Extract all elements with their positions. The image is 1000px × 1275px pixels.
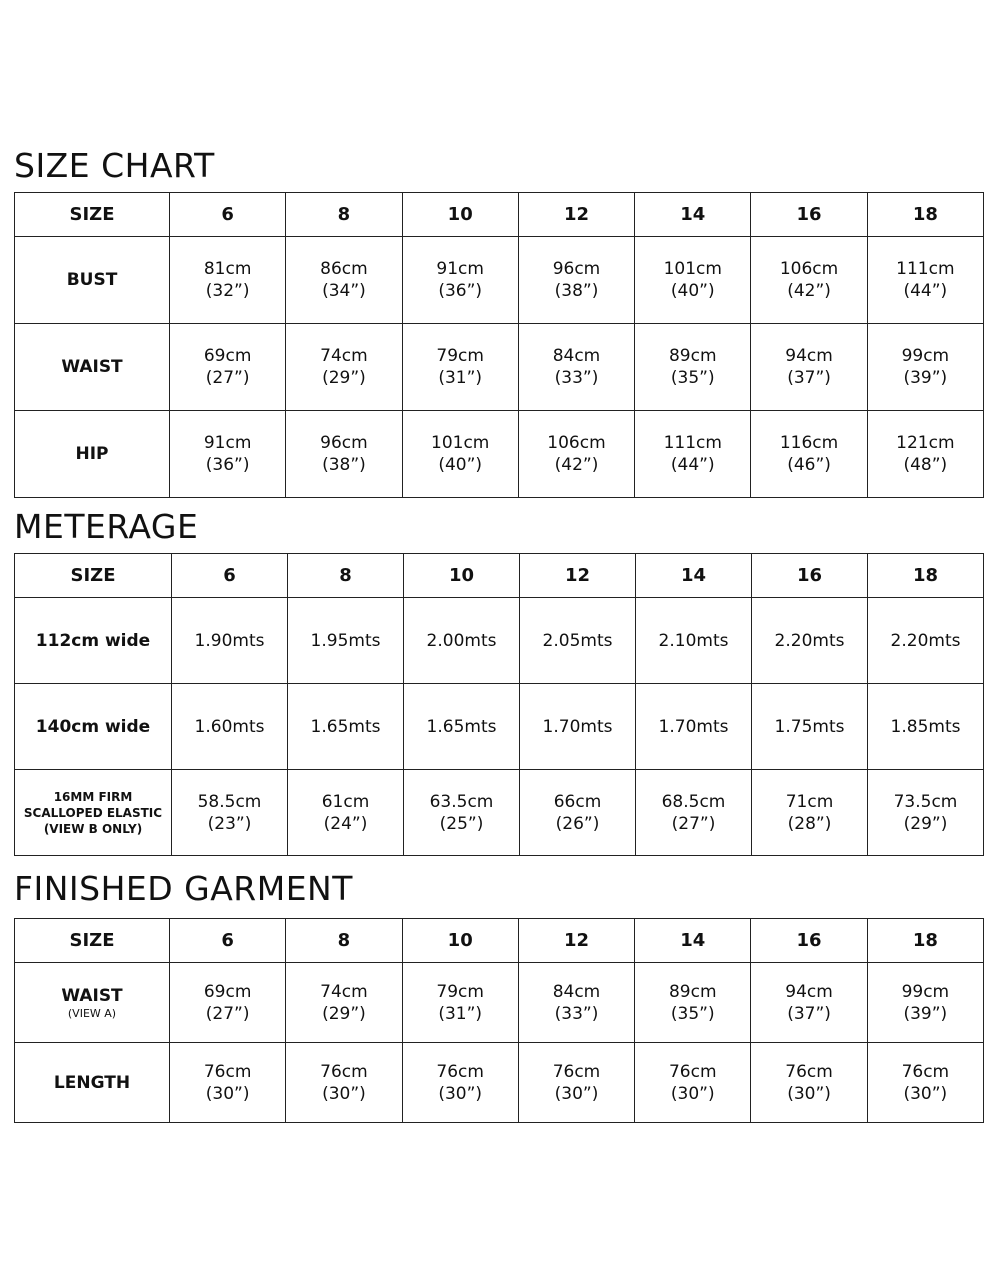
size-header: 12	[520, 554, 636, 598]
measurement-cell	[635, 411, 751, 498]
size-header: 18	[867, 919, 983, 963]
cm-value: 111cm	[663, 433, 722, 453]
cm-value: 79cm	[436, 981, 484, 1002]
meterage-cell: 2.00mts	[404, 598, 520, 684]
measurement-cell	[751, 963, 867, 1043]
size-header: 18	[868, 554, 984, 598]
size-chart-header-row	[15, 193, 984, 237]
finished-garment-header-row	[15, 919, 984, 963]
measurement-cell	[867, 324, 983, 411]
elastic-row-label	[15, 770, 172, 856]
measurement-cell	[751, 411, 867, 498]
row-label: 140cm wide	[15, 684, 172, 770]
cm-value: 74cm	[320, 981, 368, 1002]
elastic-label-line: 16MM FIRM	[53, 789, 133, 804]
inch-value: (44”)	[903, 281, 948, 301]
cm-value: 91cm	[436, 259, 484, 279]
size-chart-title: SIZE CHART	[14, 146, 215, 185]
cm-value: 61cm	[321, 791, 370, 812]
size-header: 6	[172, 554, 288, 598]
size-chart-row-hip	[15, 411, 984, 498]
size-header: 14	[635, 193, 751, 237]
meterage-cell: 1.95mts	[288, 598, 404, 684]
cm-value: 84cm	[552, 981, 601, 1002]
cm-value: 76cm	[901, 1061, 950, 1082]
size-header: 16	[752, 554, 868, 598]
measurement-cell	[518, 1043, 634, 1123]
meterage-cell: 1.90mts	[172, 598, 288, 684]
measurement-cell	[404, 770, 520, 856]
row-label: 112cm wide	[15, 598, 172, 684]
meterage-cell: 1.75mts	[752, 684, 868, 770]
inch-value: (27”)	[671, 813, 716, 834]
measurement-cell	[520, 770, 636, 856]
finished-garment-table	[14, 918, 984, 1123]
inch-value: (35”)	[670, 1003, 715, 1024]
inch-value: (46”)	[787, 455, 831, 475]
size-header: 10	[402, 193, 518, 237]
inch-value: (27”)	[205, 1003, 250, 1024]
measurement-cell	[170, 324, 286, 411]
measurement-cell	[636, 770, 752, 856]
row-label: LENGTH	[15, 1043, 170, 1123]
measurement-cell	[867, 963, 983, 1043]
measurement-cell	[170, 1043, 286, 1123]
inch-value: (39”)	[903, 368, 948, 388]
finished-garment-row-waist	[15, 963, 984, 1043]
inch-value: (35”)	[670, 368, 715, 388]
inch-value: (30”)	[554, 1083, 599, 1104]
inch-value: (38”)	[554, 281, 599, 301]
inch-value: (30”)	[438, 1083, 483, 1104]
cm-value: 76cm	[552, 1061, 601, 1082]
inch-value: (23”)	[207, 813, 252, 834]
measurement-cell	[518, 324, 634, 411]
cm-value: 76cm	[203, 1061, 252, 1082]
meterage-cell: 2.10mts	[636, 598, 752, 684]
meterage-cell: 2.20mts	[752, 598, 868, 684]
cm-value: 69cm	[203, 981, 252, 1002]
inch-value: (40”)	[438, 455, 483, 475]
inch-value: (33”)	[554, 368, 599, 388]
inch-value: (25”)	[439, 813, 484, 834]
measurement-cell	[518, 963, 634, 1043]
row-label	[15, 963, 170, 1043]
measurement-cell	[751, 324, 867, 411]
measurement-cell	[868, 770, 984, 856]
cm-value: 99cm	[901, 981, 950, 1002]
cm-value: 76cm	[320, 1061, 368, 1082]
meterage-cell: 2.20mts	[868, 598, 984, 684]
row-label-text: WAIST	[61, 985, 123, 1006]
measurement-cell	[170, 963, 286, 1043]
inch-value: (44”)	[670, 455, 715, 475]
inch-value: (24”)	[323, 813, 368, 834]
cm-value: 89cm	[668, 981, 717, 1002]
cm-value: 106cm	[779, 259, 839, 279]
cm-value: 94cm	[785, 346, 833, 366]
size-header: 16	[751, 919, 867, 963]
measurement-cell	[402, 237, 518, 324]
measurement-cell	[402, 324, 518, 411]
inch-value: (30”)	[787, 1083, 831, 1104]
row-label: HIP	[15, 411, 170, 498]
measurement-cell	[752, 770, 868, 856]
inch-value: (40”)	[670, 281, 715, 301]
inch-value: (28”)	[787, 813, 832, 834]
size-header: 14	[636, 554, 752, 598]
cm-value: 86cm	[320, 259, 368, 279]
inch-value: (37”)	[787, 1003, 831, 1024]
cm-value: 69cm	[203, 346, 252, 366]
cm-value: 121cm	[896, 433, 955, 453]
inch-value: (26”)	[555, 813, 600, 834]
measurement-cell	[170, 411, 286, 498]
cm-value: 111cm	[896, 259, 955, 279]
finished-garment-corner: SIZE	[15, 919, 170, 963]
inch-value: (30”)	[670, 1083, 715, 1104]
meterage-corner: SIZE	[15, 554, 172, 598]
size-header: 8	[288, 554, 404, 598]
inch-value: (39”)	[903, 1003, 948, 1024]
cm-value: 96cm	[552, 259, 601, 279]
measurement-cell	[402, 963, 518, 1043]
cm-value: 94cm	[785, 981, 833, 1002]
measurement-cell	[286, 237, 402, 324]
size-header: 6	[170, 193, 286, 237]
measurement-cell	[751, 1043, 867, 1123]
cm-value: 101cm	[663, 259, 722, 279]
inch-value: (34”)	[322, 281, 366, 301]
cm-value: 89cm	[668, 346, 717, 366]
size-header: 18	[867, 193, 983, 237]
measurement-cell	[867, 1043, 983, 1123]
row-label: WAIST	[15, 324, 170, 411]
inch-value: (37”)	[787, 368, 831, 388]
cm-value: 71cm	[785, 791, 834, 812]
measurement-cell	[635, 237, 751, 324]
inch-value: (31”)	[438, 1003, 483, 1024]
cm-value: 76cm	[436, 1061, 484, 1082]
inch-value: (48”)	[903, 455, 948, 475]
inch-value: (42”)	[554, 455, 599, 475]
inch-value: (29”)	[322, 1003, 366, 1024]
inch-value: (27”)	[205, 368, 250, 388]
size-header: 10	[404, 554, 520, 598]
cm-value: 84cm	[552, 346, 601, 366]
meterage-cell: 1.70mts	[520, 684, 636, 770]
measurement-cell	[288, 770, 404, 856]
cm-value: 73.5cm	[893, 791, 958, 812]
finished-garment-title: FINISHED GARMENT	[14, 869, 353, 908]
row-label: BUST	[15, 237, 170, 324]
size-header: 12	[518, 919, 634, 963]
meterage-header-row	[15, 554, 984, 598]
meterage-cell: 2.05mts	[520, 598, 636, 684]
size-header: 16	[751, 193, 867, 237]
size-header: 12	[518, 193, 634, 237]
cm-value: 76cm	[785, 1061, 833, 1082]
size-header: 10	[402, 919, 518, 963]
cm-value: 76cm	[668, 1061, 717, 1082]
cm-value: 63.5cm	[429, 791, 494, 812]
meterage-cell: 1.65mts	[404, 684, 520, 770]
size-chart-row-bust	[15, 237, 984, 324]
measurement-cell	[286, 1043, 402, 1123]
inch-value: (38”)	[322, 455, 366, 475]
measurement-cell	[402, 1043, 518, 1123]
cm-value: 106cm	[547, 433, 606, 453]
meterage-title: METERAGE	[14, 507, 199, 546]
measurement-cell	[172, 770, 288, 856]
cm-value: 68.5cm	[661, 791, 726, 812]
measurement-cell	[635, 963, 751, 1043]
measurement-cell	[286, 411, 402, 498]
inch-value: (30”)	[903, 1083, 948, 1104]
size-header: 6	[170, 919, 286, 963]
meterage-cell: 1.65mts	[288, 684, 404, 770]
cm-value: 58.5cm	[197, 791, 262, 812]
meterage-table	[14, 553, 984, 856]
measurement-cell	[518, 411, 634, 498]
cm-value: 99cm	[901, 346, 950, 366]
cm-value: 81cm	[203, 259, 252, 279]
measurement-cell	[751, 237, 867, 324]
size-header: 14	[635, 919, 751, 963]
measurement-cell	[867, 237, 983, 324]
measurement-cell	[518, 237, 634, 324]
cm-value: 101cm	[431, 433, 490, 453]
inch-value: (29”)	[322, 368, 366, 388]
cm-value: 116cm	[779, 433, 839, 453]
finished-garment-row-length	[15, 1043, 984, 1123]
measurement-cell	[286, 324, 402, 411]
inch-value: (29”)	[903, 813, 948, 834]
size-header: 8	[286, 193, 402, 237]
inch-value: (33”)	[554, 1003, 599, 1024]
meterage-cell: 1.60mts	[172, 684, 288, 770]
cm-value: 79cm	[436, 346, 484, 366]
meterage-row-140cm	[15, 684, 984, 770]
size-chart-row-waist	[15, 324, 984, 411]
meterage-row-elastic	[15, 770, 984, 856]
inch-value: (30”)	[205, 1083, 250, 1104]
inch-value: (36”)	[205, 455, 250, 475]
measurement-cell	[867, 411, 983, 498]
cm-value: 74cm	[320, 346, 368, 366]
size-chart-table	[14, 192, 984, 498]
cm-value: 66cm	[553, 791, 602, 812]
measurement-cell	[170, 237, 286, 324]
elastic-label-line: SCALLOPED ELASTIC	[23, 805, 163, 820]
cm-value: 96cm	[320, 433, 368, 453]
elastic-label-line: (VIEW B ONLY)	[43, 821, 143, 836]
measurement-cell	[402, 411, 518, 498]
meterage-cell: 1.85mts	[868, 684, 984, 770]
measurement-cell	[635, 1043, 751, 1123]
meterage-cell: 1.70mts	[636, 684, 752, 770]
inch-value: (30”)	[322, 1083, 366, 1104]
size-chart-corner: SIZE	[15, 193, 170, 237]
inch-value: (31”)	[438, 368, 483, 388]
cm-value: 91cm	[203, 433, 252, 453]
measurement-cell	[286, 963, 402, 1043]
row-sublabel: (VIEW A)	[67, 1006, 117, 1020]
measurement-cell	[635, 324, 751, 411]
inch-value: (36”)	[438, 281, 483, 301]
meterage-row-112cm	[15, 598, 984, 684]
inch-value: (32”)	[205, 281, 250, 301]
inch-value: (42”)	[787, 281, 831, 301]
size-header: 8	[286, 919, 402, 963]
